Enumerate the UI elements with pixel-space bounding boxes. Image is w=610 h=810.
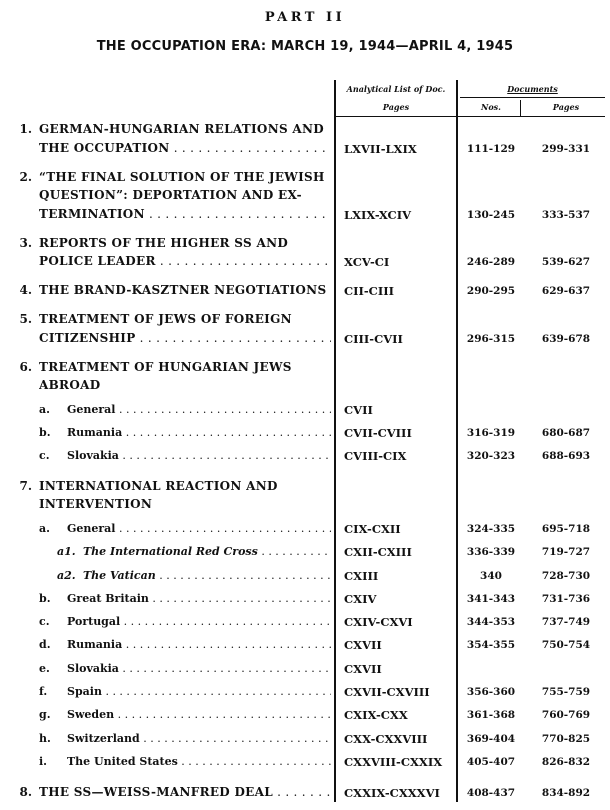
entry-number: 3. bbox=[19, 235, 32, 250]
sub-entry bbox=[39, 403, 331, 416]
analytical-pages: LXIX-XCIV bbox=[344, 207, 412, 222]
document-numbers: 361-368 bbox=[466, 709, 516, 722]
sub-entry bbox=[39, 708, 331, 721]
document-numbers: 130-245 bbox=[466, 208, 516, 221]
entry-title-line: QUESTION”: DEPORTATION AND EX- bbox=[39, 188, 302, 202]
entry-title-line: ABROAD bbox=[39, 378, 101, 392]
entry-title-line: THE SS—WEISS-MANFRED DEAL . . . bbox=[39, 785, 331, 799]
documents-header: Documents bbox=[507, 84, 558, 94]
entry-number: 2. bbox=[19, 169, 32, 184]
part-heading: PART II bbox=[264, 10, 346, 25]
sub-entry-letter: c. bbox=[39, 615, 50, 629]
document-numbers: 290-295 bbox=[466, 285, 516, 297]
entry-title-line: POLICE LEADER . . . bbox=[39, 254, 331, 268]
document-numbers: 320-323 bbox=[466, 450, 516, 463]
sub-entry bbox=[39, 662, 331, 675]
sub-entry bbox=[39, 426, 331, 439]
document-pages: 731-736 bbox=[541, 592, 591, 605]
document-numbers: 336-339 bbox=[466, 546, 516, 559]
sub-entry bbox=[39, 615, 331, 628]
document-numbers: 316-319 bbox=[466, 426, 516, 439]
document-numbers: 324-335 bbox=[466, 522, 516, 535]
entry-title-line: CITIZENSHIP . . . bbox=[39, 331, 331, 345]
document-pages: 834-892 bbox=[541, 786, 591, 799]
sub-entry-letter: i. bbox=[39, 754, 48, 768]
sub-entry-letter: d. bbox=[39, 638, 51, 652]
sub-entry-label: Great Britain . . . bbox=[67, 592, 331, 605]
sub-entry bbox=[39, 732, 331, 745]
entry-number: 7. bbox=[19, 478, 32, 493]
document-numbers: 405-407 bbox=[466, 755, 516, 768]
analytical-pages: CXIX-CXX bbox=[344, 708, 408, 723]
entry-number: 4. bbox=[19, 283, 32, 297]
document-numbers: 111-129 bbox=[466, 142, 516, 155]
entry-title-line: GERMAN-HUNGARIAN RELATIONS AND bbox=[39, 122, 324, 136]
document-pages: 299-331 bbox=[541, 142, 591, 155]
document-pages: 737-749 bbox=[541, 616, 591, 629]
entry-number: 1. bbox=[19, 122, 32, 136]
document-pages: 688-693 bbox=[541, 450, 591, 463]
entry-title-line: THE BRAND-KASZTNER NEGOTIATIONS . . . bbox=[39, 283, 331, 297]
section-title: THE OCCUPATION ERA: MARCH 19, 1944—APRIL 4, 1945 bbox=[96, 39, 514, 54]
entry-number: 5. bbox=[19, 312, 32, 326]
sub-entry-label: The United States . . . bbox=[67, 755, 331, 768]
entry-title-line: TERMINATION . . . bbox=[39, 207, 331, 221]
document-numbers: 340 bbox=[480, 569, 502, 582]
sub-entry-label: Spain . . . bbox=[67, 685, 331, 698]
sub-entry-label: General . . . bbox=[67, 403, 331, 416]
sub-entry bbox=[39, 638, 331, 651]
sub-entry-letter: c. bbox=[39, 449, 50, 463]
analytical-pages: CXX-CXXVIII bbox=[344, 731, 428, 746]
analytical-pages-header: Pages bbox=[382, 102, 410, 112]
analytical-pages: XCV-CI bbox=[344, 255, 390, 269]
sub-entry-label: The Vatican . . . bbox=[83, 569, 331, 582]
sub-entry bbox=[57, 545, 331, 558]
document-pages: 750-754 bbox=[541, 639, 591, 652]
sub-entry bbox=[57, 569, 331, 582]
sub-entry-label: Slovakia . . . bbox=[67, 662, 331, 675]
analytical-pages: CXVII bbox=[344, 661, 382, 676]
document-numbers: 354-355 bbox=[466, 639, 516, 652]
document-numbers: 369-404 bbox=[466, 732, 516, 745]
sub-entry-label: Portugal . . . bbox=[67, 615, 331, 628]
sub-entry bbox=[39, 522, 331, 535]
document-numbers: 341-343 bbox=[466, 592, 516, 605]
sub-entry bbox=[39, 685, 331, 698]
sub-entry-label: Sweden . . . bbox=[67, 708, 331, 721]
sub-entry-letter: a. bbox=[39, 521, 50, 535]
sub-entry-letter: h. bbox=[39, 731, 51, 745]
sub-entry-letter: g. bbox=[39, 708, 51, 722]
sub-entry-label: Switzerland . . . bbox=[67, 732, 331, 745]
analytical-pages: CIX-CXII bbox=[344, 521, 401, 536]
analytical-pages: CXXVIII-CXXIX bbox=[344, 754, 443, 769]
entry-title-line: “THE FINAL SOLUTION OF THE JEWISH bbox=[39, 169, 325, 184]
analytical-pages: CVII bbox=[344, 402, 373, 417]
sub-entry-label: The International Red Cross . . . bbox=[83, 545, 331, 558]
sub-entry-label: Rumania . . . bbox=[67, 426, 331, 439]
entry-title-line: THE OCCUPATION . . . bbox=[39, 141, 331, 155]
document-pages: 760-769 bbox=[541, 709, 591, 722]
sub-entry-letter: b. bbox=[39, 425, 51, 439]
analytical-pages: CXIV bbox=[344, 591, 377, 606]
document-pages: 629-637 bbox=[541, 285, 591, 297]
document-pages: 755-759 bbox=[541, 686, 591, 698]
sub-entry-letter: a2. bbox=[57, 568, 76, 582]
sub-entry-letter: a. bbox=[39, 402, 50, 416]
document-pages: 539-627 bbox=[541, 256, 591, 268]
analytical-pages: CIII-CVII bbox=[344, 331, 403, 346]
entry-number: 8. bbox=[19, 784, 32, 799]
sub-entry-letter: a1. bbox=[57, 545, 76, 559]
sub-entry-letter: e. bbox=[39, 661, 50, 675]
sub-entry bbox=[39, 592, 331, 605]
document-pages: 728-730 bbox=[541, 569, 591, 582]
analytical-pages: CVII-CVIII bbox=[344, 425, 412, 440]
document-numbers: 356-360 bbox=[466, 686, 516, 698]
document-pages: 826-832 bbox=[541, 755, 591, 768]
analytical-pages: CXVII bbox=[344, 638, 382, 653]
analytical-pages: LXVII-LXIX bbox=[344, 141, 417, 156]
analytical-pages: CXVII-CXVIII bbox=[344, 685, 430, 699]
document-numbers: 344-353 bbox=[466, 616, 516, 629]
document-numbers: 408-437 bbox=[466, 786, 516, 799]
nos-header: Nos. bbox=[481, 102, 501, 112]
analytical-pages: CVIII-CIX bbox=[344, 449, 407, 464]
document-pages: 719-727 bbox=[541, 546, 591, 559]
analytical-pages: CXIV-CXVI bbox=[344, 615, 413, 630]
document-pages: 695-718 bbox=[541, 522, 591, 535]
sub-entry-letter: f. bbox=[39, 685, 48, 698]
sub-entry-label: Slovakia . . . bbox=[67, 449, 331, 462]
entry-number: 6. bbox=[19, 359, 32, 374]
sub-entry-letter: b. bbox=[39, 591, 51, 605]
sub-entry-label: Rumania . . . bbox=[67, 638, 331, 651]
analytical-pages: CXXIX-CXXXVI bbox=[344, 785, 440, 800]
entry-title-line: TREATMENT OF JEWS OF FOREIGN bbox=[39, 312, 292, 326]
entry-title-line: REPORTS OF THE HIGHER SS AND bbox=[39, 235, 289, 250]
document-pages: 770-825 bbox=[541, 732, 591, 745]
document-pages: 680-687 bbox=[541, 426, 591, 439]
analytical-list-header: Analytical List of Doc. bbox=[346, 84, 446, 94]
document-pages: 639-678 bbox=[541, 332, 591, 345]
entry-title-line: INTERNATIONAL REACTION AND bbox=[39, 478, 278, 493]
document-pages: 333-537 bbox=[541, 208, 591, 221]
entry-title-line: TREATMENT OF HUNGARIAN JEWS bbox=[39, 359, 292, 374]
sub-entry bbox=[39, 755, 331, 768]
sub-entry bbox=[39, 449, 331, 462]
analytical-pages: CII-CIII bbox=[344, 284, 394, 298]
entry-title-line: INTERVENTION bbox=[39, 497, 153, 512]
doc-pages-header: Pages bbox=[552, 102, 580, 112]
analytical-pages: CXIII bbox=[344, 568, 379, 583]
document-numbers: 246-289 bbox=[466, 256, 516, 268]
sub-entry-label: General . . . bbox=[67, 522, 331, 535]
analytical-pages: CXII-CXIII bbox=[344, 545, 412, 560]
document-numbers: 296-315 bbox=[466, 332, 516, 345]
